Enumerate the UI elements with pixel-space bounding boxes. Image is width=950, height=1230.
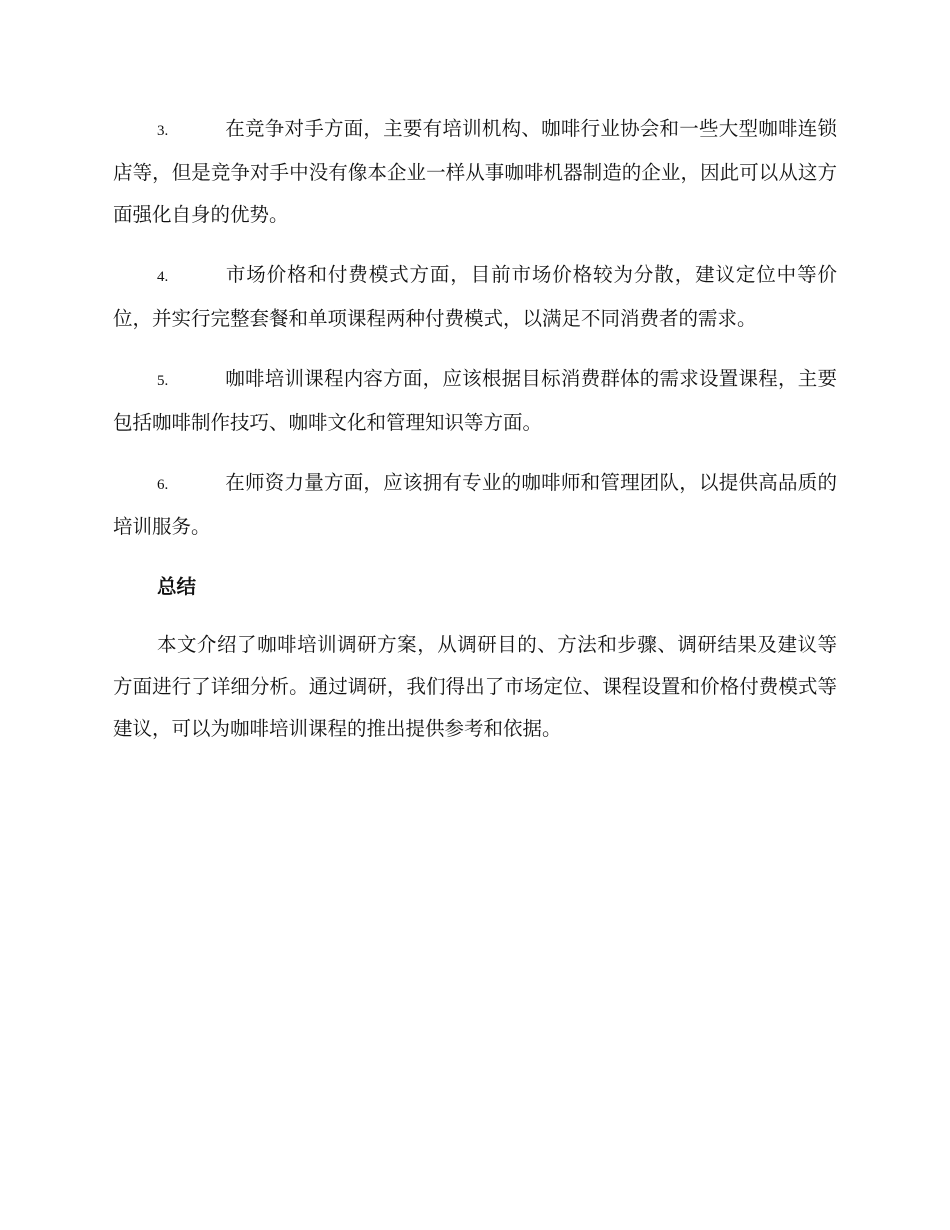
list-item: [113, 254, 837, 340]
list-item-text: 市场价格和付费模式方面，目前市场价格较为分散，建议定位中等价位，并实行完整套餐和单项课程两种付费模式，以满足不同消费者的需求。: [113, 263, 837, 330]
list-item-text: 在师资力量方面，应该拥有专业的咖啡师和管理团队，以提供高品质的培训服务。: [113, 471, 837, 538]
list-item-text: 咖啡培训课程内容方面，应该根据目标消费群体的需求设置课程，主要包括咖啡制作技巧、咖啡文化和管理知识等方面。: [113, 367, 837, 434]
list-item: [113, 358, 837, 444]
summary-heading: 总结: [157, 575, 197, 598]
list-item-text: 在竞争对手方面，主要有培训机构、咖啡行业协会和一些大型咖啡连锁店等，但是竞争对手中没有像本企业一样从事咖啡机器制造的企业，因此可以从这方面强化自身的优势。: [113, 117, 837, 226]
document-body: [113, 108, 837, 750]
summary-paragraph: 本文介绍了咖啡培训调研方案，从调研目的、方法和步骤、调研结果及建议等方面进行了详细分析。通过调研，我们得出了市场定位、课程设置和价格付费模式等建议，可以为咖啡培训课程的推出提供参考和依据。: [113, 633, 837, 740]
list-item-number: 5.: [157, 373, 169, 389]
list-item: [113, 108, 837, 236]
list-item-number: 3.: [157, 123, 169, 139]
list-item: [113, 462, 837, 548]
list-item-number: 6.: [157, 477, 169, 493]
list-item-number: 4.: [157, 269, 169, 285]
